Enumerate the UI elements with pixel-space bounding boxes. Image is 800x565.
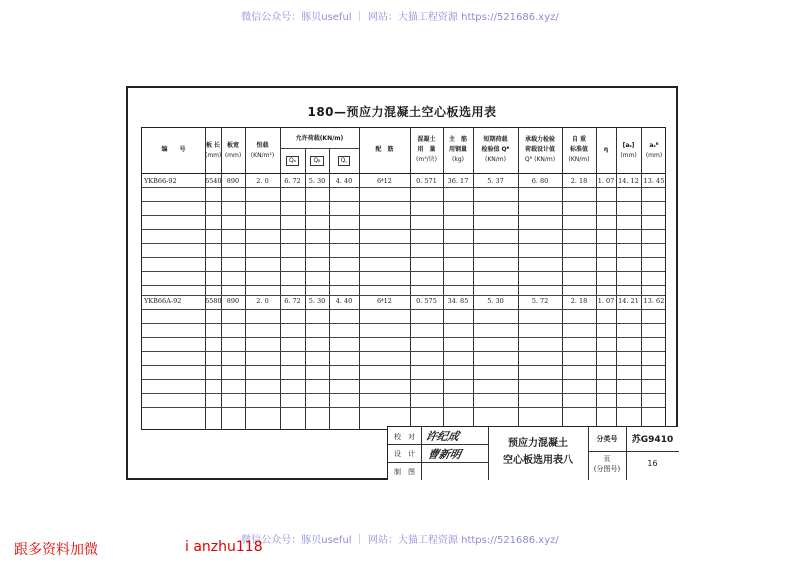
header-concrete-unit: (m³/块) xyxy=(416,156,437,163)
cell-eta: 1. 07 xyxy=(597,297,615,305)
cell-width: 890 xyxy=(226,177,240,185)
check-signature: 许纪成 xyxy=(424,430,461,443)
cell-code: YKB66A-92 xyxy=(144,297,182,305)
row-line xyxy=(142,309,665,310)
header-length: 板 长 xyxy=(205,142,221,149)
cell-as2: 13. 45 xyxy=(643,177,665,185)
cell-rebar: 6ᶲ12 xyxy=(377,297,392,305)
row-line xyxy=(142,323,665,324)
header-reinforcement: 配 筋 xyxy=(375,146,394,153)
cell-concrete: 0. 571 xyxy=(416,177,437,185)
selection-table xyxy=(141,127,666,430)
footer-right-text: i anzhu118 xyxy=(185,539,263,555)
design-signature: 曹新明 xyxy=(426,448,463,461)
row-line xyxy=(142,295,665,296)
row-line xyxy=(142,337,665,338)
cell-qa: 6. 72 xyxy=(284,297,301,305)
row-line xyxy=(142,393,665,394)
page-label: 页 xyxy=(603,455,611,463)
cell-qb: 5. 30 xyxy=(308,177,326,185)
watermark-top: 微信公众号：豚贝useful ｜ 网站：大猫工程资源 https://521686.xyz/ xyxy=(241,12,559,23)
cell-as: 14. 12 xyxy=(618,177,639,185)
cell-bearing: 5. 72 xyxy=(531,297,549,305)
cell-as: 14. 21 xyxy=(618,297,639,305)
row-line xyxy=(142,365,665,366)
cell-qa: 6. 72 xyxy=(284,177,301,185)
draw-label: 制 图 xyxy=(394,468,415,476)
cell-qc: 4. 40 xyxy=(335,297,353,305)
cell-eta: 1. 07 xyxy=(597,177,615,185)
design-label: 设 计 xyxy=(394,450,415,458)
header-self-weight: 自 重 xyxy=(571,136,587,143)
cell-dead: 2. 0 xyxy=(256,297,269,305)
header-as-unit: (mm) xyxy=(620,152,637,159)
title-block xyxy=(387,426,678,480)
cell-concrete: 0. 575 xyxy=(416,297,437,305)
drawing-title xyxy=(488,435,588,469)
header-short-load: 短期荷载 xyxy=(483,136,508,143)
header-as2-unit: (mm) xyxy=(645,152,663,159)
header-steel-2: 用钢量 xyxy=(448,146,467,153)
tb-row-line xyxy=(588,451,679,452)
header-dead-load-unit: (KN/m²) xyxy=(250,152,275,159)
cell-rebar: 6ᶲ12 xyxy=(377,177,392,185)
page-sub-label: (分图号) xyxy=(593,465,621,473)
header-length-unit: (mm) xyxy=(205,152,222,159)
cell-self: 2. 18 xyxy=(570,177,588,185)
cell-short: 5. 30 xyxy=(487,297,504,305)
cell-bearing: 6. 80 xyxy=(531,177,549,185)
header-qa: Qₐ xyxy=(280,156,305,166)
row-line xyxy=(142,229,665,230)
header-dead-load: 恒载 xyxy=(256,142,269,149)
header-qb: Qᵦ xyxy=(305,156,329,166)
row-line xyxy=(142,285,665,286)
cell-steel: 34. 85 xyxy=(447,297,469,305)
category-value: 苏G9410 xyxy=(631,435,674,445)
header-bearing: 承载力检验 xyxy=(524,136,555,143)
row-line xyxy=(142,351,665,352)
allow-load-subline xyxy=(280,148,359,149)
cell-as2: 13. 62 xyxy=(643,297,665,305)
cell-length: 6540 xyxy=(205,177,222,185)
check-label: 校 对 xyxy=(394,433,415,441)
header-qc: Q꜀ xyxy=(329,156,359,166)
header-width-unit: (mm) xyxy=(224,152,242,159)
row-line xyxy=(142,215,665,216)
tb-row-line xyxy=(388,462,488,463)
cell-dead: 2. 0 xyxy=(256,177,269,185)
header-steel: 主 筋 xyxy=(448,136,467,143)
header-self-weight-2: 标准值 xyxy=(569,146,588,153)
cell-length: 6580 xyxy=(205,297,222,305)
cell-width: 890 xyxy=(226,297,240,305)
row-line xyxy=(142,407,665,408)
header-bearing-2: 荷载设计值 xyxy=(524,146,555,153)
footer-left-text: 跟多资料加微 xyxy=(14,542,98,558)
header-bottom-line xyxy=(142,173,665,174)
row-line xyxy=(142,271,665,272)
header-short-load-unit: (KN/m) xyxy=(485,156,506,163)
row-line xyxy=(142,201,665,202)
cell-steel: 36. 17 xyxy=(447,177,469,185)
header-as2: aₛᴿ xyxy=(649,142,659,149)
header-width: 板宽 xyxy=(226,142,239,149)
tb-row-line xyxy=(388,444,488,445)
header-bearing-3: Qᴿ (KN/m) xyxy=(524,156,556,163)
header-code: 编 号 xyxy=(161,146,186,153)
table-title: 180—预应力混凝土空心板选用表 xyxy=(307,105,497,119)
cell-code: YKB66-92 xyxy=(144,177,177,185)
page-number: 16 xyxy=(647,459,658,468)
row-line xyxy=(142,243,665,244)
cell-self: 2. 18 xyxy=(570,297,588,305)
row-line xyxy=(142,379,665,380)
cell-qb: 5. 30 xyxy=(308,297,326,305)
cell-qc: 4. 40 xyxy=(335,177,353,185)
category-label: 分类号 xyxy=(596,435,618,443)
header-eta: η xyxy=(603,146,609,153)
header-short-load-2: 检验值 Qᴿ xyxy=(481,146,510,153)
drawing-title-line2: 空心板选用表八 xyxy=(503,455,573,466)
header-as: [aₛ] xyxy=(622,142,635,149)
header-steel-unit: (kg) xyxy=(452,156,464,163)
header-concrete-2: 用 量 xyxy=(417,146,436,153)
cell-short: 5. 37 xyxy=(487,177,504,185)
tb-divider xyxy=(421,427,422,480)
header-concrete: 混凝土 xyxy=(417,136,436,143)
drawing-title-line1: 预应力混凝土 xyxy=(508,438,568,449)
header-self-weight-unit: (KN/m) xyxy=(568,156,590,163)
row-line xyxy=(142,187,665,188)
watermark-bottom: 微信公众号：豚贝useful ｜ 网站：大猫工程资源 https://521686.xyz/ xyxy=(241,535,559,546)
row-line xyxy=(142,257,665,258)
header-allow-load: 允许荷载(KN/m) xyxy=(295,135,344,142)
